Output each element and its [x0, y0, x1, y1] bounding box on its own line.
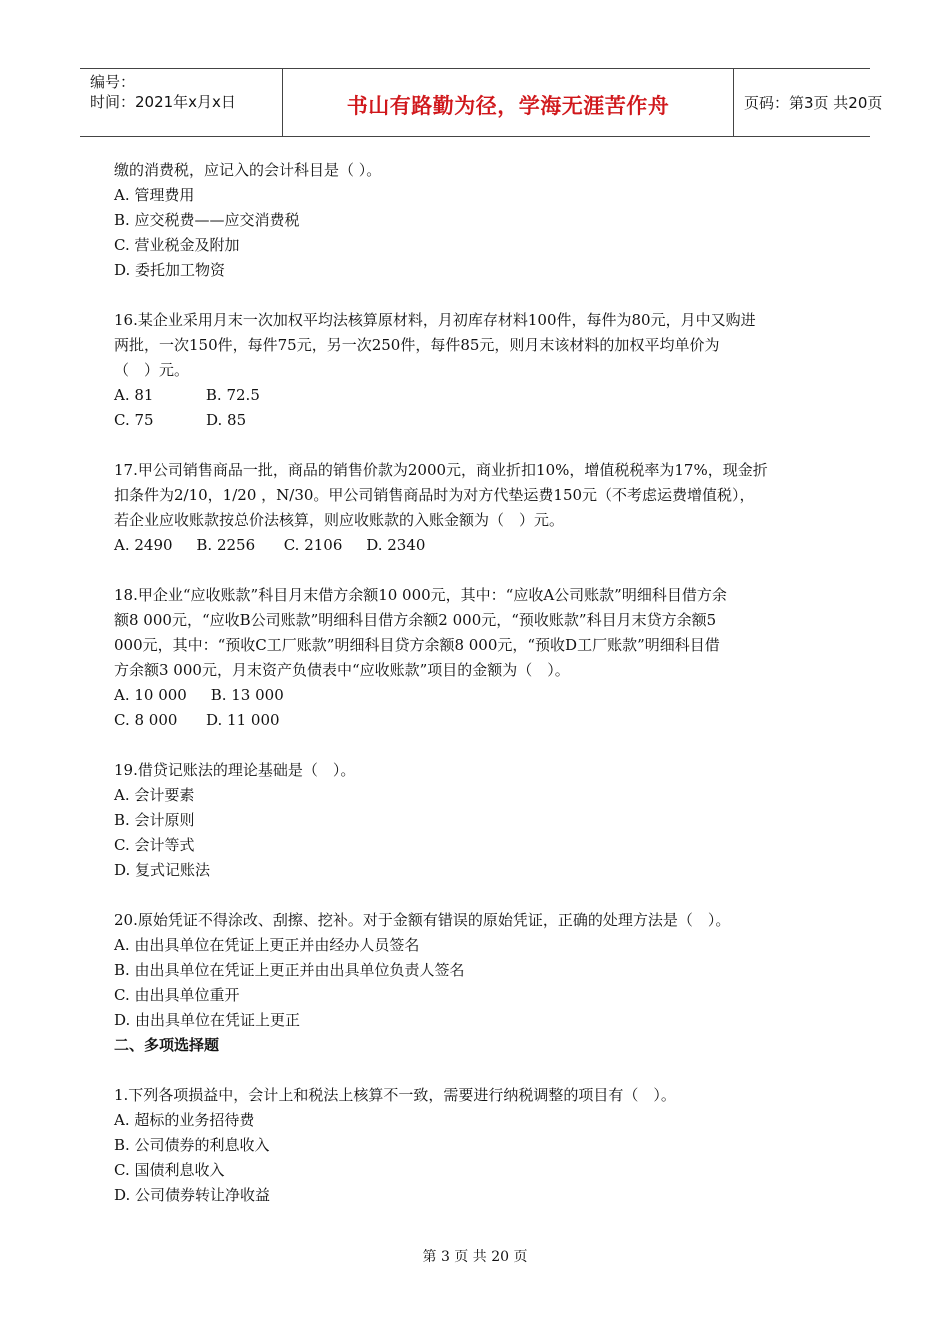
- option-c: C. 由出具单位重开: [114, 986, 240, 1004]
- option-d: D. 委托加工物资: [114, 261, 226, 279]
- options-row: C. 75 D. 85: [114, 411, 247, 429]
- question-stem-line: 方余额3 000元，月末资产负债表中“应收账款”项目的金额为（ ）。: [114, 661, 570, 679]
- option-c: C. 会计等式: [114, 836, 195, 854]
- question-stem-line: 扣条件为2/10，1/20 ，N/30。甲公司销售商品时为对方代垫运费150元（不考虑运费增值税），: [114, 486, 755, 504]
- options-row: A. 10 000 B. 13 000: [114, 686, 284, 704]
- question-stem: 19.借贷记账法的理论基础是（ ）。: [114, 761, 356, 779]
- motto-text: 书山有路勤为径，学海无涯苦作舟: [346, 93, 670, 118]
- header-motto-cell: [282, 69, 734, 136]
- question-18: [114, 583, 834, 733]
- time-label: 时间：2021年x月x日: [90, 93, 236, 111]
- number-label: 编号：: [90, 73, 136, 91]
- option-b: B. 会计原则: [114, 811, 195, 829]
- question-stem-line: 18.甲企业“应收账款”科目月末借方余额10 000元，其中：“应收A公司账款”明细科目借方余: [114, 586, 727, 604]
- option-a: A. 超标的业务招待费: [114, 1111, 255, 1129]
- multi-question-1: [114, 1083, 834, 1208]
- question-stem: 20.原始凭证不得涂改、刮擦、挖补。对于金额有错误的原始凭证，正确的处理方法是（ ）。: [114, 911, 731, 929]
- question-stem-line: 额8 000元，“应收B公司账款”明细科目借方余额2 000元，“预收账款”科目月末贷方余额5: [114, 611, 717, 629]
- option-c: C. 营业税金及附加: [114, 236, 240, 254]
- option-d: D. 由出具单位在凭证上更正: [114, 1011, 301, 1029]
- option-a: A. 会计要素: [114, 786, 195, 804]
- header-meta: [80, 69, 282, 136]
- question-stem-line: 16.某企业采用月末一次加权平均法核算原材料，月初库存材料100件，每件为80元，月中又购进: [114, 311, 756, 329]
- option-a: A. 管理费用: [114, 186, 195, 204]
- question-stem-line: 两批，一次150件，每件75元，另一次250件，每件85元，则月末该材料的加权平均单价为: [114, 336, 720, 354]
- question-stem-line: （ ）元。: [114, 361, 190, 379]
- document-body: [114, 158, 834, 1208]
- page-footer: 第 3 页 共 20 页: [422, 1249, 528, 1265]
- option-a: A. 由出具单位在凭证上更正并由经办人员签名: [114, 936, 420, 954]
- question-19: [114, 758, 834, 883]
- section-heading: 二、多项选择题: [114, 1036, 220, 1054]
- question-15: [114, 158, 834, 283]
- options-row: A. 81 B. 72.5: [114, 386, 260, 404]
- option-b: B. 由出具单位在凭证上更正并由出具单位负责人签名: [114, 961, 465, 979]
- question-17: [114, 458, 834, 558]
- question-stem-line: 17.甲公司销售商品一批，商品的销售价款为2000元，商业折扣10%，增值税税率为17%，现金折: [114, 461, 768, 479]
- question-20: [114, 908, 834, 1033]
- option-b: B. 应交税费——应交消费税: [114, 211, 300, 229]
- question-stem: 1.下列各项损益中，会计上和税法上核算不一致，需要进行纳税调整的项目有（ ）。: [114, 1086, 676, 1104]
- options-row: A. 2490 B. 2256 C. 2106 D. 2340: [114, 536, 426, 554]
- option-b: B. 公司债券的利息收入: [114, 1136, 270, 1154]
- question-16: [114, 308, 834, 433]
- header-page-cell: [734, 69, 883, 136]
- option-d: D. 公司债券转让净收益: [114, 1186, 271, 1204]
- page-header: [80, 68, 883, 137]
- option-d: D. 复式记账法: [114, 861, 211, 879]
- option-c: C. 国债利息收入: [114, 1161, 225, 1179]
- question-stem-line: 000元，其中：“预收C工厂账款”明细科目贷方余额8 000元，“预收D工厂账款”明细科目借: [114, 636, 720, 654]
- question-stem-line: 若企业应收账款按总价法核算，则应收账款的入账金额为（ ）元。: [114, 511, 565, 529]
- question-stem: 缴的消费税，应记入的会计科目是（ ）。: [114, 161, 382, 179]
- options-row: C. 8 000 D. 11 000: [114, 711, 280, 729]
- page-label: 页码：第3页 共20页: [744, 94, 883, 112]
